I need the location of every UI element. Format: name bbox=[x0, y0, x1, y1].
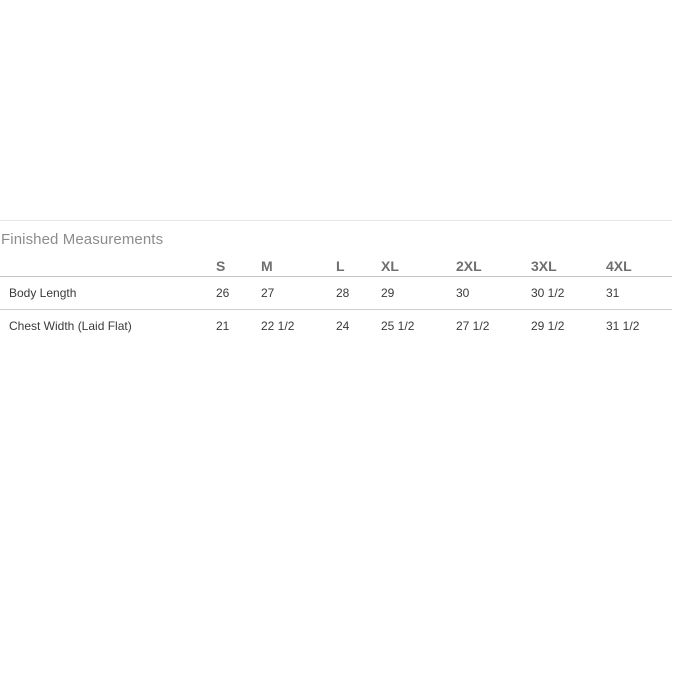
header-label-blank bbox=[0, 255, 216, 277]
header-size-m: M bbox=[261, 255, 336, 277]
header-size-xl: XL bbox=[381, 255, 456, 277]
table-cell: 25 1/2 bbox=[381, 319, 415, 333]
table-cell: 29 bbox=[381, 277, 456, 310]
header-size-s: S bbox=[216, 255, 261, 277]
table-cell: 30 bbox=[456, 277, 531, 310]
table-cell: 27 bbox=[261, 277, 336, 310]
header-size-4xl: 4XL bbox=[606, 255, 672, 277]
table-row bbox=[0, 277, 672, 310]
table-cell: 28 bbox=[336, 277, 381, 310]
header-size-2xl: 2XL bbox=[456, 255, 531, 277]
table-cell: 29 1/2 bbox=[531, 319, 565, 333]
table-cell: 31 bbox=[606, 277, 672, 310]
top-divider bbox=[0, 220, 672, 221]
table-cell: 31 1/2 bbox=[606, 319, 640, 333]
size-chart-table bbox=[0, 255, 672, 342]
table-cell: 27 1/2 bbox=[456, 319, 490, 333]
row-label: Chest Width (Laid Flat) bbox=[9, 319, 132, 333]
table-cell: 22 1/2 bbox=[261, 319, 295, 333]
header-row bbox=[0, 255, 672, 277]
table-cell: 26 bbox=[216, 277, 261, 310]
table-cell: 24 bbox=[336, 319, 350, 333]
table-row bbox=[0, 310, 672, 343]
row-label: Body Length bbox=[0, 277, 216, 310]
table-cell: 30 1/2 bbox=[531, 277, 606, 310]
header-size-l: L bbox=[336, 255, 381, 277]
table-cell: 21 bbox=[216, 319, 230, 333]
header-size-3xl: 3XL bbox=[531, 255, 606, 277]
chart-title: Finished Measurements bbox=[1, 231, 164, 248]
